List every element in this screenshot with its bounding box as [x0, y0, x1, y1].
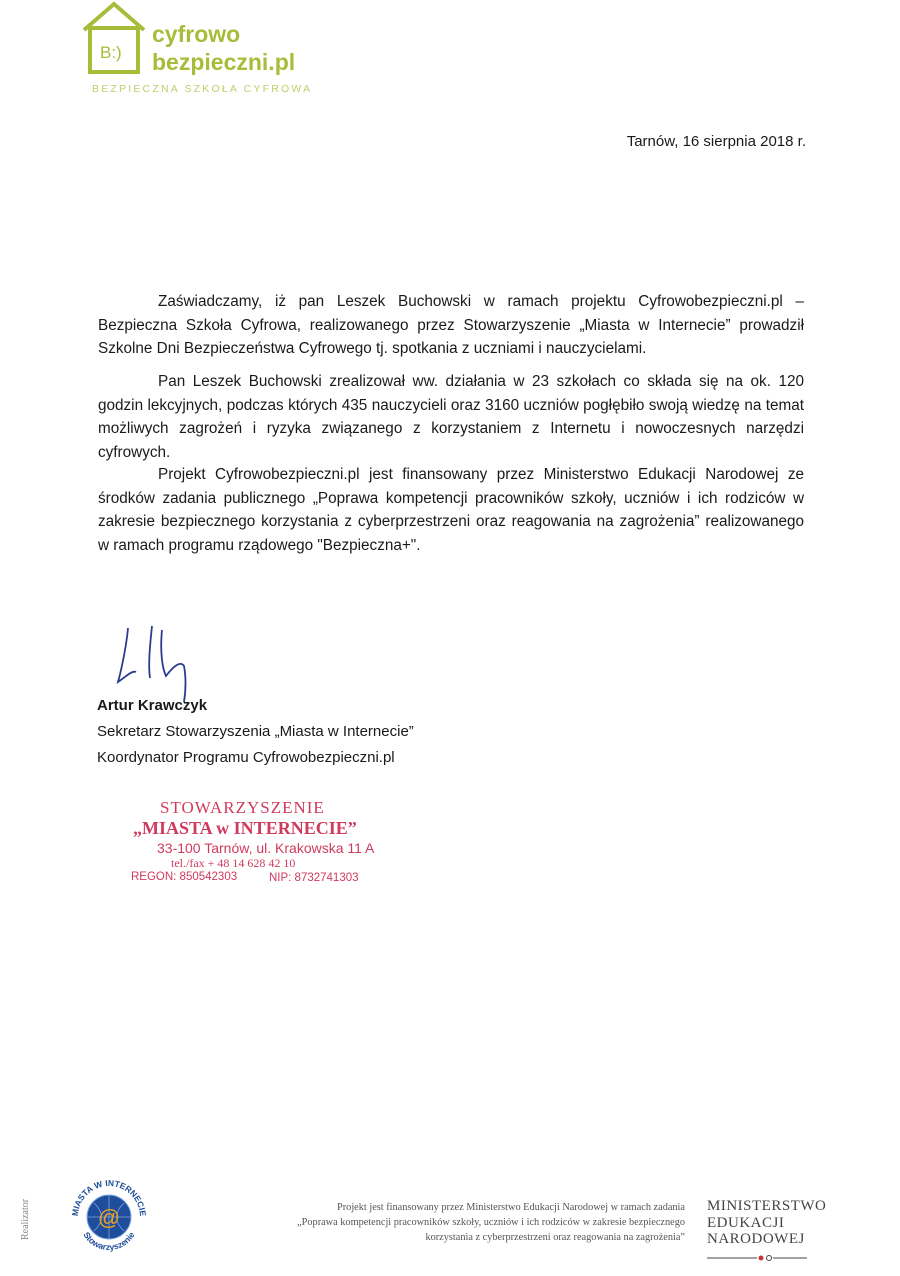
stamp-regon: REGON: 850542303 — [131, 871, 238, 883]
signatory-role-2: Koordynator Programu Cyfrowobezpieczni.pl — [97, 749, 395, 766]
ministry-line-2: EDUKACJI — [707, 1214, 785, 1231]
realizator-label: Realizator — [20, 1198, 31, 1240]
house-logo-icon — [78, 0, 150, 80]
signatory-name: Artur Krawczyk — [97, 697, 208, 714]
ministry-logo-text — [707, 1198, 826, 1248]
signatory-role-1: Sekretarz Stowarzyszenia „Miasta w Internecie” — [97, 723, 414, 740]
footer-line-2: „Poprawa kompetencji pracowników szkoły, uczniów i ich rodziców w zakresie bezpiecznego — [297, 1217, 685, 1228]
ministry-line-1: MINISTERSTWO — [707, 1198, 827, 1214]
body-paragraph-1: Zaświadczamy, iż pan Leszek Buchowski w ramach projektu Cyfrowobezpieczni.pl – Bezpieczna Szkoła Cyfrowa, realizowanego przez Stowarzyszenie „Miasta w Internecie” prowadził Szkolne Dni Bezpieczeństwa Cyfrowego tj. spotkania z uczniami i nauczycielami. — [98, 293, 804, 357]
stamp-line-2: „MIASTA w INTERNECIE” — [133, 818, 357, 838]
stamp-phone: tel./fax + 48 14 628 42 10 — [171, 856, 296, 870]
footer-line-1: Projekt jest finansowany przez Ministerstwo Edukacji Narodowej w ramach zadania — [337, 1202, 685, 1213]
footer-funding-note — [215, 1200, 685, 1245]
svg-text:MIASTA W INTERNECIE: MIASTA W INTERNECIE — [69, 1177, 149, 1217]
stamp-nip: NIP: 8732741303 — [269, 872, 359, 884]
brand-tagline: BEZPIECZNA SZKOŁA CYFROWA — [92, 83, 313, 95]
body-paragraph-2: Pan Leszek Buchowski zrealizował ww. działania w 23 szkołach co składa się na ok. 120 godzin lekcyjnych, podczas których 435 nauczycieli oraz 3160 uczniów pogłębiło swoją wiedzę na temat możliwych zagrożeń i ryzyka związanego z korzystaniem z Internetu i nowoczesnych narzędzi cyfrowych. — [98, 373, 804, 461]
body-paragraph-3: Projekt Cyfrowobezpieczni.pl jest finansowany przez Ministerstwo Edukacji Narodowej ze środków zadania publicznego „Poprawa kompetencji pracowników szkoły, uczniów i ich rodziców w zakresie bezpiecznego korzystania z cyberprzestrzeni oraz reagowania na zagrożenia” realizowanego w ramach programu rządowego "Bezpieczna+". — [98, 466, 804, 554]
stamp-address: 33-100 Tarnów, ul. Krakowska 11 A — [157, 840, 375, 856]
footer-line-3: korzystania z cyberprzestrzeni oraz reagowania na zagrożenia” — [425, 1232, 685, 1243]
ministry-line-3: NARODOWEJ — [707, 1231, 805, 1247]
logo-mark: B:) — [100, 43, 122, 62]
brand-name-line2: bezpieczni.pl — [152, 49, 296, 75]
ministry-underline-icon — [707, 1253, 817, 1263]
stamp-line-1: STOWARZYSZENIE — [160, 798, 325, 817]
letter-date: Tarnów, 16 sierpnia 2018 r. — [626, 133, 806, 150]
at-sign-icon: @ — [97, 1205, 121, 1230]
brand-name-line1: cyfrowo — [152, 21, 241, 47]
cyfrowobezpieczni-logo — [78, 0, 338, 100]
miasta-w-internecie-logo — [68, 1175, 150, 1257]
svg-text:Stowarzyszenie: Stowarzyszenie — [81, 1230, 137, 1253]
